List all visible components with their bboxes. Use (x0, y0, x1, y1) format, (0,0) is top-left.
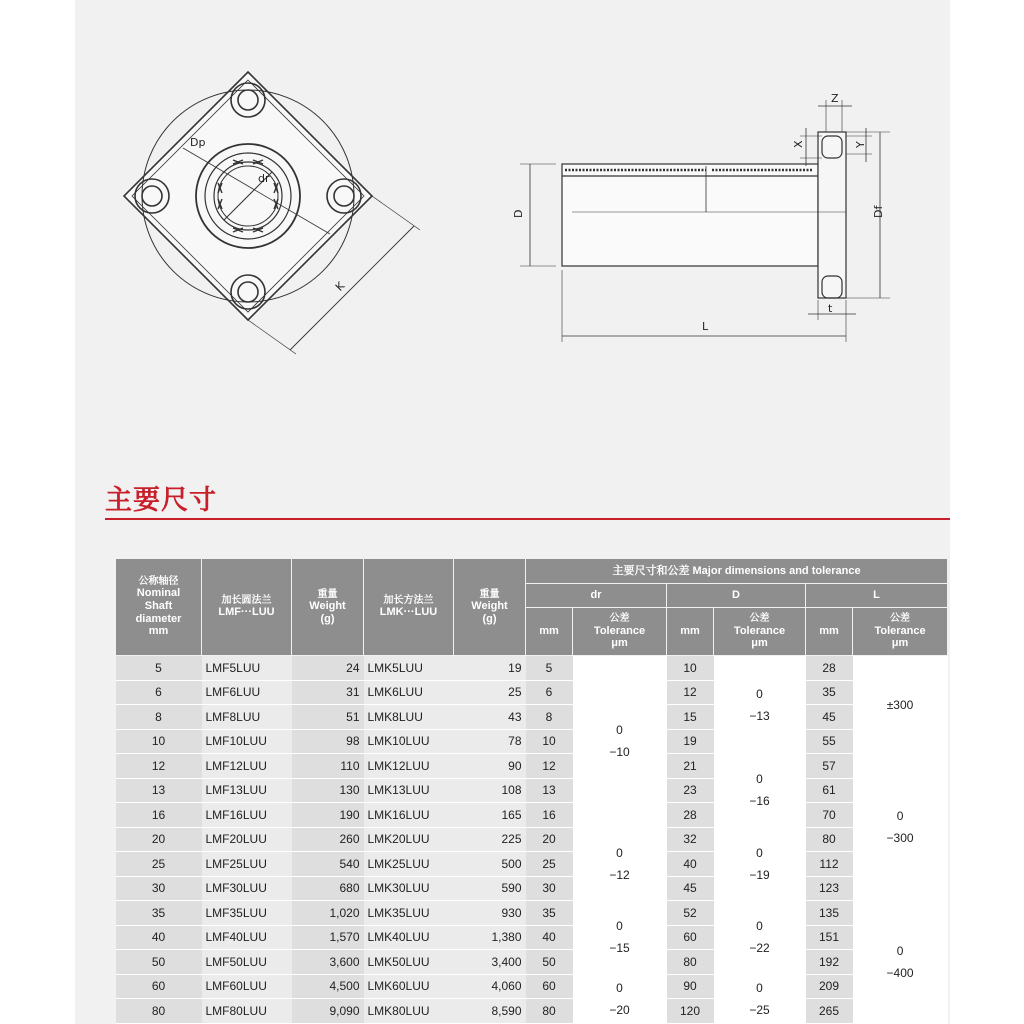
lmf-model-cell: LMF25LUU (202, 852, 292, 877)
lmf-model-cell: LMF40LUU (202, 925, 292, 950)
lmf-model-cell: LMF30LUU (202, 876, 292, 901)
lmf-model-cell: LMF13LUU (202, 778, 292, 803)
l-mm-cell: 112 (806, 852, 853, 877)
d-mm-cell: 19 (667, 729, 714, 754)
technical-drawing (0, 0, 1024, 470)
lmk-model-cell: LMK20LUU (364, 827, 454, 852)
lmk-model-cell: LMK13LUU (364, 778, 454, 803)
d-tolerance-cell: 0 −16 (714, 754, 806, 828)
l-mm-cell: 135 (806, 901, 853, 926)
shaft-diameter-cell: 25 (116, 852, 202, 877)
lmk-weight-cell: 3,400 (454, 950, 526, 975)
lmk-weight-cell: 8,590 (454, 999, 526, 1024)
header-weight-lmk: 重量 Weight (g) (454, 559, 526, 656)
shaft-diameter-cell: 8 (116, 705, 202, 730)
l-mm-cell: 209 (806, 974, 853, 999)
lmk-weight-cell: 165 (454, 803, 526, 828)
dr-mm-cell: 10 (526, 729, 573, 754)
lmf-weight-cell: 98 (292, 729, 364, 754)
lmf-weight-cell: 130 (292, 778, 364, 803)
lmf-model-cell: LMF60LUU (202, 974, 292, 999)
d-mm-cell: 28 (667, 803, 714, 828)
lmf-weight-cell: 3,600 (292, 950, 364, 975)
lmf-model-cell: LMF5LUU (202, 656, 292, 681)
table-row (116, 803, 948, 828)
dr-mm-cell: 6 (526, 680, 573, 705)
table-row (116, 778, 948, 803)
lmf-model-cell: LMF8LUU (202, 705, 292, 730)
lmf-model-cell: LMF12LUU (202, 754, 292, 779)
lmf-model-cell: LMF35LUU (202, 901, 292, 926)
lmf-weight-cell: 31 (292, 680, 364, 705)
d-mm-cell: 10 (667, 656, 714, 681)
lmk-model-cell: LMK80LUU (364, 999, 454, 1024)
shaft-diameter-cell: 50 (116, 950, 202, 975)
lmk-model-cell: LMK60LUU (364, 974, 454, 999)
table-row (116, 656, 948, 681)
dr-mm-cell: 80 (526, 999, 573, 1024)
lmf-model-cell: LMF10LUU (202, 729, 292, 754)
shaft-diameter-cell: 16 (116, 803, 202, 828)
header-dr-tol: 公差 Tolerance μm (573, 608, 667, 656)
lmf-weight-cell: 9,090 (292, 999, 364, 1024)
lmk-weight-cell: 19 (454, 656, 526, 681)
dr-tolerance-cell: 0 −15 (573, 901, 667, 975)
header-lmf: 加长圆法兰 LMF···LUU (202, 559, 292, 656)
lmk-weight-cell: 25 (454, 680, 526, 705)
l-mm-cell: 80 (806, 827, 853, 852)
x-label: X (792, 140, 805, 148)
table-row (116, 950, 948, 975)
lmk-model-cell: LMK40LUU (364, 925, 454, 950)
dr-mm-cell: 20 (526, 827, 573, 852)
shaft-diameter-cell: 35 (116, 901, 202, 926)
lmf-model-cell: LMF16LUU (202, 803, 292, 828)
shaft-diameter-cell: 80 (116, 999, 202, 1024)
shaft-diameter-cell: 10 (116, 729, 202, 754)
l-tolerance-cell: 0 −400 (853, 901, 948, 1024)
dr-mm-cell: 35 (526, 901, 573, 926)
header-dr-mm: mm (526, 608, 573, 656)
lmk-model-cell: LMK50LUU (364, 950, 454, 975)
d-mm-cell: 32 (667, 827, 714, 852)
y-label: Y (854, 141, 867, 148)
lmk-model-cell: LMK12LUU (364, 754, 454, 779)
dr-mm-cell: 16 (526, 803, 573, 828)
lmk-model-cell: LMK35LUU (364, 901, 454, 926)
header-lmk: 加长方法兰 LMK···LUU (364, 559, 454, 656)
lmk-weight-cell: 590 (454, 876, 526, 901)
shaft-diameter-cell: 12 (116, 754, 202, 779)
lmk-model-cell: LMK6LUU (364, 680, 454, 705)
header-d-tol: 公差 Tolerance μm (714, 608, 806, 656)
df-label: Df (872, 205, 885, 218)
header-d-mm: mm (667, 608, 714, 656)
dr-mm-cell: 5 (526, 656, 573, 681)
shaft-diameter-cell: 13 (116, 778, 202, 803)
k-label: K (332, 279, 348, 294)
lmk-model-cell: LMK10LUU (364, 729, 454, 754)
d-label: D (512, 209, 525, 218)
table-row (116, 901, 948, 926)
t-label: t (828, 302, 833, 315)
dr-mm-cell: 40 (526, 925, 573, 950)
lmk-model-cell: LMK30LUU (364, 876, 454, 901)
lmf-weight-cell: 1,570 (292, 925, 364, 950)
l-mm-cell: 123 (806, 876, 853, 901)
dr-tolerance-cell: 0 −20 (573, 974, 667, 1023)
lmf-weight-cell: 260 (292, 827, 364, 852)
shaft-diameter-cell: 20 (116, 827, 202, 852)
d-tolerance-cell: 0 −19 (714, 827, 806, 901)
table-row (116, 754, 948, 779)
l-mm-cell: 265 (806, 999, 853, 1024)
lmk-weight-cell: 225 (454, 827, 526, 852)
table-row (116, 999, 948, 1024)
d-mm-cell: 45 (667, 876, 714, 901)
dr-mm-cell: 30 (526, 876, 573, 901)
table-row (116, 827, 948, 852)
lmf-weight-cell: 110 (292, 754, 364, 779)
header-shaft: 公称轴径 Nominal Shaft diameter mm (116, 559, 202, 656)
lmf-weight-cell: 1,020 (292, 901, 364, 926)
d-mm-cell: 120 (667, 999, 714, 1024)
lmk-model-cell: LMK5LUU (364, 656, 454, 681)
l-mm-cell: 192 (806, 950, 853, 975)
dr-mm-cell: 12 (526, 754, 573, 779)
shaft-diameter-cell: 60 (116, 974, 202, 999)
d-mm-cell: 15 (667, 705, 714, 730)
z-label: Z (831, 92, 839, 105)
header-dr: dr (526, 584, 667, 608)
d-mm-cell: 80 (667, 950, 714, 975)
front-view (124, 72, 420, 354)
side-view (520, 100, 890, 342)
dr-mm-cell: 13 (526, 778, 573, 803)
lmk-weight-cell: 500 (454, 852, 526, 877)
l-label: L (702, 320, 709, 333)
dr-tolerance-cell: 0 −10 (573, 656, 667, 828)
l-mm-cell: 57 (806, 754, 853, 779)
dr-mm-cell: 25 (526, 852, 573, 877)
header-l-tol: 公差 Tolerance μm (853, 608, 948, 656)
lmf-weight-cell: 190 (292, 803, 364, 828)
l-mm-cell: 70 (806, 803, 853, 828)
lmf-weight-cell: 540 (292, 852, 364, 877)
dr-mm-cell: 60 (526, 974, 573, 999)
d-mm-cell: 60 (667, 925, 714, 950)
d-tolerance-cell: 0 −13 (714, 656, 806, 754)
dimensions-table (115, 558, 948, 1024)
d-mm-cell: 52 (667, 901, 714, 926)
lmk-weight-cell: 108 (454, 778, 526, 803)
header-d: D (667, 584, 806, 608)
l-mm-cell: 28 (806, 656, 853, 681)
lmk-weight-cell: 78 (454, 729, 526, 754)
header-l-mm: mm (806, 608, 853, 656)
shaft-diameter-cell: 30 (116, 876, 202, 901)
lmk-weight-cell: 90 (454, 754, 526, 779)
lmf-weight-cell: 51 (292, 705, 364, 730)
l-mm-cell: 151 (806, 925, 853, 950)
lmk-weight-cell: 4,060 (454, 974, 526, 999)
header-group: 主要尺寸和公差 Major dimensions and tolerance (526, 559, 948, 584)
header-weight-lmf: 重量 Weight (g) (292, 559, 364, 656)
d-mm-cell: 40 (667, 852, 714, 877)
dr-label: dr (258, 172, 270, 185)
lmk-model-cell: LMK8LUU (364, 705, 454, 730)
d-mm-cell: 23 (667, 778, 714, 803)
lmf-model-cell: LMF50LUU (202, 950, 292, 975)
l-mm-cell: 45 (806, 705, 853, 730)
lmf-weight-cell: 4,500 (292, 974, 364, 999)
lmk-weight-cell: 930 (454, 901, 526, 926)
table-row (116, 680, 948, 705)
lmk-model-cell: LMK25LUU (364, 852, 454, 877)
table-row (116, 974, 948, 999)
lmf-model-cell: LMF6LUU (202, 680, 292, 705)
d-tolerance-cell: 0 −25 (714, 974, 806, 1023)
d-tolerance-cell: 0 −22 (714, 901, 806, 975)
dr-mm-cell: 50 (526, 950, 573, 975)
lmf-weight-cell: 24 (292, 656, 364, 681)
title-divider (105, 518, 950, 520)
shaft-diameter-cell: 40 (116, 925, 202, 950)
shaft-diameter-cell: 6 (116, 680, 202, 705)
table-row (116, 852, 948, 877)
lmf-model-cell: LMF20LUU (202, 827, 292, 852)
header-l: L (806, 584, 948, 608)
d-mm-cell: 21 (667, 754, 714, 779)
l-mm-cell: 35 (806, 680, 853, 705)
table-row (116, 925, 948, 950)
dr-mm-cell: 8 (526, 705, 573, 730)
dr-tolerance-cell: 0 −12 (573, 827, 667, 901)
table-row (116, 876, 948, 901)
table-row (116, 705, 948, 730)
lmk-model-cell: LMK16LUU (364, 803, 454, 828)
d-mm-cell: 90 (667, 974, 714, 999)
shaft-diameter-cell: 5 (116, 656, 202, 681)
d-mm-cell: 12 (667, 680, 714, 705)
section-title: 主要尺寸 (105, 485, 217, 516)
table-body (116, 656, 948, 1024)
lmk-weight-cell: 43 (454, 705, 526, 730)
dp-label: Dp (190, 136, 206, 149)
lmf-weight-cell: 680 (292, 876, 364, 901)
l-tolerance-cell: 0 −300 (853, 754, 948, 901)
l-mm-cell: 55 (806, 729, 853, 754)
table-row (116, 729, 948, 754)
lmf-model-cell: LMF80LUU (202, 999, 292, 1024)
l-tolerance-cell: ±300 (853, 656, 948, 754)
l-mm-cell: 61 (806, 778, 853, 803)
lmk-weight-cell: 1,380 (454, 925, 526, 950)
